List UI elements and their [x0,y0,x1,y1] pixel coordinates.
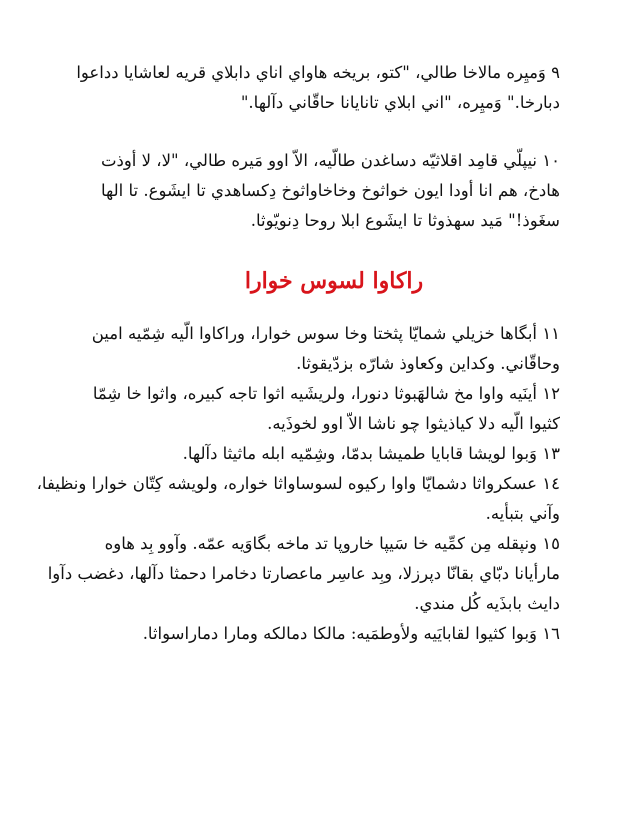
text-line: ١١ أبگاها خزيلي شمايّا پثختا وخا سوس خوارا، وراكاوا الّيه شِمّيه امين [91,324,560,343]
verse-block-9 [76,58,560,118]
text-line: كثيوا الّيه دلا كياذيثوا چو ناشا الاّ اوو لخوذَيه. [267,414,560,433]
text-line: ١٦ وَبوا كثيوا لقابايَيه ولأوطمَيه: مالكا دمالكه ومارا دماراسواثا. [142,624,560,643]
text-line: ١٥ ونپقله مِن كمِّيه خا سَيپا خاروپا تد ماخه بگاوَيه عمّه. وآوو بِد هاوه [104,534,560,553]
section-heading: راكاوا لسوس خوارا [244,268,424,294]
text-line: هادخ، هم انا أودا ايون خواثوخ وخاخاواثوخ دِكساهدي تا ايشَوع. تا الها [101,181,560,200]
text-line: وحاقّاني. وكداين وكعاوذ شارّه بزدّيقوثا. [296,354,560,373]
text-line: مارأيانا دبّاي بقانّا دپرزلا، وبِد عاسِر ماعصارتا دخامرا دحمثا دآلها، دغضب دآوا [47,564,560,583]
text-line: ٩ وَمیِره مالاخا طالي، "كتو، بريخه هاواي اناي دابلاي قريه لعاشايا دداعوا [76,63,560,82]
verse-block-10 [100,146,560,236]
text-line: ١٣ وَبوا لويشا قابايا طميشا بدمّا، وشِمّيه ابله ماثيثا دآلها. [182,444,560,463]
text-line: دايث بابذَيه كُل مندي. [414,594,560,613]
verse-block-11-16 [36,319,560,649]
text-line: ١٢ أينَيه واوا مخ شالهَبوثا دنورا، ولريشَيه اثوا تاجه كبيره، واثوا خا شِمّا [92,384,560,403]
text-line: ١٤ عسكرواثا دشمايّا واوا ركيوه لسوساواثا خواره، ولويشه كِتّان خوارا ونظيفا، [36,474,560,493]
text-line: وآني بتبأيه. [485,504,560,523]
text-line: سغَوذ!" مَيد سهذوثا تا ايشَوع ابلا روحا دِنويّوثا. [250,211,560,230]
text-line: دبارخا." وَمیِره، "اني ابلاي تانايانا حاقّاني دآلها." [240,93,560,112]
text-line: ١٠ نيپلّي قامِد اقلاثيّه دساغدن طالّيه، الاّ اوو مَيره طالي، "لا، لا أوذت [100,151,560,170]
